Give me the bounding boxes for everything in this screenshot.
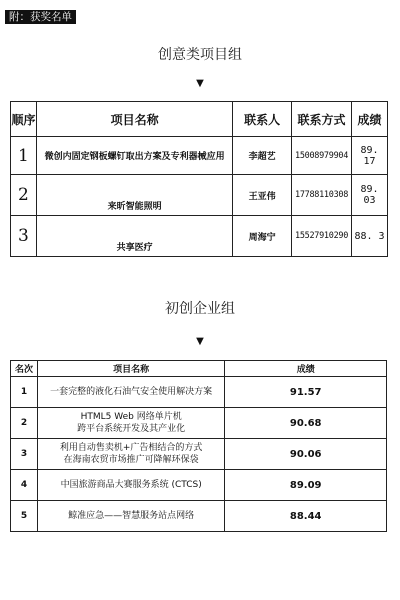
- contact-cell: 周海宁: [233, 216, 292, 257]
- score-cell: 91.57: [225, 377, 387, 408]
- phone-cell: 17788110308: [292, 175, 352, 216]
- score-cell: 88.44: [225, 501, 387, 532]
- table-row: [11, 470, 387, 501]
- header-cell: 成绩: [225, 361, 387, 377]
- seq-cell: 1: [11, 137, 37, 175]
- rank-cell: 4: [11, 470, 38, 501]
- contact-cell: 王亚伟: [233, 175, 292, 216]
- project-cell: 共享医疗: [36, 216, 232, 257]
- phone-cell: 15008979904: [292, 137, 352, 175]
- score-cell: 89. 03: [352, 175, 388, 216]
- table-row: [11, 137, 388, 175]
- table-row: [11, 408, 387, 439]
- project-cell: [37, 470, 224, 501]
- table-header-row: [11, 361, 387, 377]
- table-row: [11, 175, 388, 216]
- project-line: 中国旅游商品大赛服务系统 (CTCS): [60, 480, 202, 490]
- score-cell: 90.68: [225, 408, 387, 439]
- score-cell: 89. 17: [352, 137, 388, 175]
- header-tag: 附：获奖名单: [5, 10, 76, 24]
- phone-cell: 15527910290: [292, 216, 352, 257]
- group1-title: 创意类项目组: [158, 47, 242, 63]
- header-cell: 顺序: [11, 102, 37, 137]
- rank-cell: 5: [11, 501, 38, 532]
- project-line: 鲸准应急——智慧服务站点网络: [68, 511, 195, 521]
- table-row: [11, 377, 387, 408]
- seq-cell: 3: [11, 216, 37, 257]
- header-cell: 项目名称: [36, 102, 232, 137]
- project-cell: [37, 501, 224, 532]
- table-row: [11, 501, 387, 532]
- project-cell: 微创内固定钢板螺钉取出方案及专利器械应用: [36, 137, 232, 175]
- project-cell: [37, 377, 224, 408]
- project-line: HTML5 Web 网络单片机: [80, 412, 182, 422]
- project-cell: [37, 439, 224, 470]
- group2-table: [10, 360, 387, 532]
- table-row: [11, 439, 387, 470]
- project-cell: [37, 408, 224, 439]
- header-cell: 项目名称: [37, 361, 224, 377]
- contact-cell: 李超艺: [233, 137, 292, 175]
- group1-table: [10, 101, 388, 257]
- rank-cell: 3: [11, 439, 38, 470]
- header-cell: 成绩: [352, 102, 388, 137]
- rank-cell: 2: [11, 408, 38, 439]
- project-line: 跨平台系统开发及其产业化: [77, 424, 186, 434]
- score-cell: 88. 3: [352, 216, 388, 257]
- group2-arrow: ▼: [196, 336, 204, 347]
- project-cell: 来昕智能照明: [36, 175, 232, 216]
- table-header-row: [11, 102, 388, 137]
- score-cell: 90.06: [225, 439, 387, 470]
- group2-title: 初创企业组: [165, 301, 235, 317]
- table-row: [11, 216, 388, 257]
- header-cell: 联系方式: [292, 102, 352, 137]
- project-line: 在海南农贸市场推广可降解环保袋: [63, 455, 199, 465]
- seq-cell: 2: [11, 175, 37, 216]
- group1-arrow: ▼: [196, 78, 204, 89]
- header-cell: 联系人: [233, 102, 292, 137]
- header-cell: 名次: [11, 361, 38, 377]
- score-cell: 89.09: [225, 470, 387, 501]
- rank-cell: 1: [11, 377, 38, 408]
- project-line: 利用自动售卖机+广告相结合的方式: [59, 443, 203, 453]
- project-line: 一套完整的液化石油气安全使用解决方案: [50, 387, 213, 397]
